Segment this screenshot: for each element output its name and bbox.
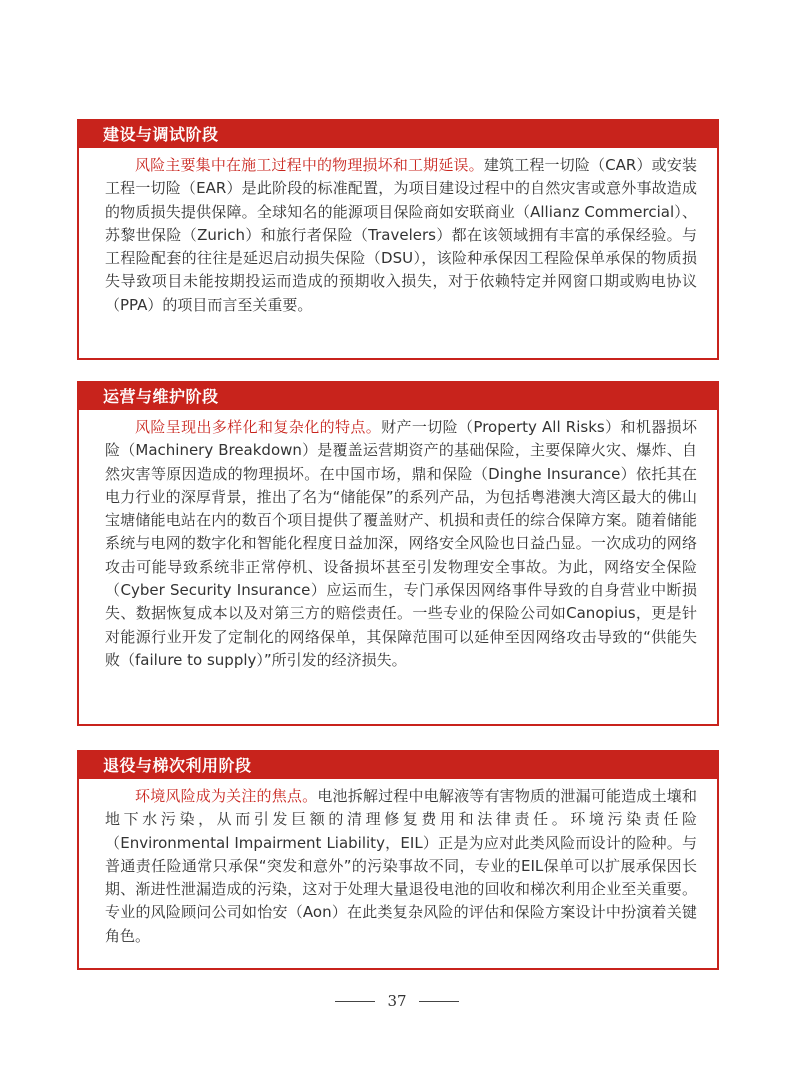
section-retirement (77, 750, 719, 970)
section-operation (77, 381, 719, 726)
section-text: 电池拆解过程中电解液等有害物质的泄漏可能造成土壤和地下水污染，从而引发巨额的清理修复费用和法律责任。环境污染责任险（Environmental Impairment Liability，EIL）正是为应对此类风险而设计的险种。与普通责任险通常只承保“突发和意外”的污染事故不同，专业的EIL保单可以扩展承保因长期、渐进性泄漏造成的污染，这对于处理大量退役电池的回收和梯次利用企业至关重要。专业的风险顾问公司如怡安（Aon）在此类复杂风险的评估和保险方案设计中扮演着关键角色。 (105, 787, 697, 945)
footer-rule-left (335, 1001, 375, 1002)
section-title: 退役与梯次利用阶段 (79, 752, 717, 779)
section-title: 建设与调试阶段 (79, 121, 717, 148)
section-body (79, 779, 717, 948)
page-footer (0, 989, 794, 1013)
section-body (79, 148, 717, 317)
section-title: 运营与维护阶段 (79, 383, 717, 410)
footer-rule-right (419, 1001, 459, 1002)
section-lead: 风险主要集中在施工过程中的物理损坏和工期延误。 (135, 156, 484, 174)
section-construction (77, 119, 719, 360)
section-body (79, 410, 717, 672)
page-number: 37 (387, 992, 407, 1010)
section-lead: 环境风险成为关注的焦点。 (135, 787, 318, 805)
section-text: 建筑工程一切险（CAR）或安装工程一切险（EAR）是此阶段的标准配置，为项目建设过程中的自然灾害或意外事故造成的物质损失提供保障。全球知名的能源项目保险商如安联商业（Allianz Commercial）、苏黎世保险（Zurich）和旅行者保险（Travelers）都在该领域拥有丰富的承保经验。与工程险配套的往往是延迟启动损失保险（DSU），该险种承保因工程险保单承保的物质损失导致项目未能按期投运而造成的预期收入损失，对于依赖特定并网窗口期或购电协议（PPA）的项目而言至关重要。 (105, 156, 697, 314)
section-lead: 风险呈现出多样化和复杂化的特点。 (135, 418, 382, 436)
section-text: 财产一切险（Property All Risks）和机器损坏险（Machinery Breakdown）是覆盖运营期资产的基础保险，主要保障火灾、爆炸、自然灾害等原因造成的物理损坏。在中国市场，鼎和保险（Dinghe Insurance）依托其在电力行业的深厚背景，推出了名为“储能保”的系列产品，为包括粤港澳大湾区最大的佛山宝塘储能电站在内的数百个项目提供了覆盖财产、机损和责任的综合保障方案。随着储能系统与电网的数字化和智能化程度日益加深，网络安全风险也日益凸显。一次成功的网络攻击可能导致系统非正常停机、设备损坏甚至引发物理安全事故。为此，网络安全保险（Cyber Security Insurance）应运而生，专门承保因网络事件导致的自身营业中断损失、数据恢复成本以及对第三方的赔偿责任。一些专业的保险公司如Canopius，更是针对能源行业开发了定制化的网络保单，其保障范围可以延伸至因网络攻击导致的“供能失败（failure to supply）”所引发的经济损失。 (105, 418, 697, 669)
